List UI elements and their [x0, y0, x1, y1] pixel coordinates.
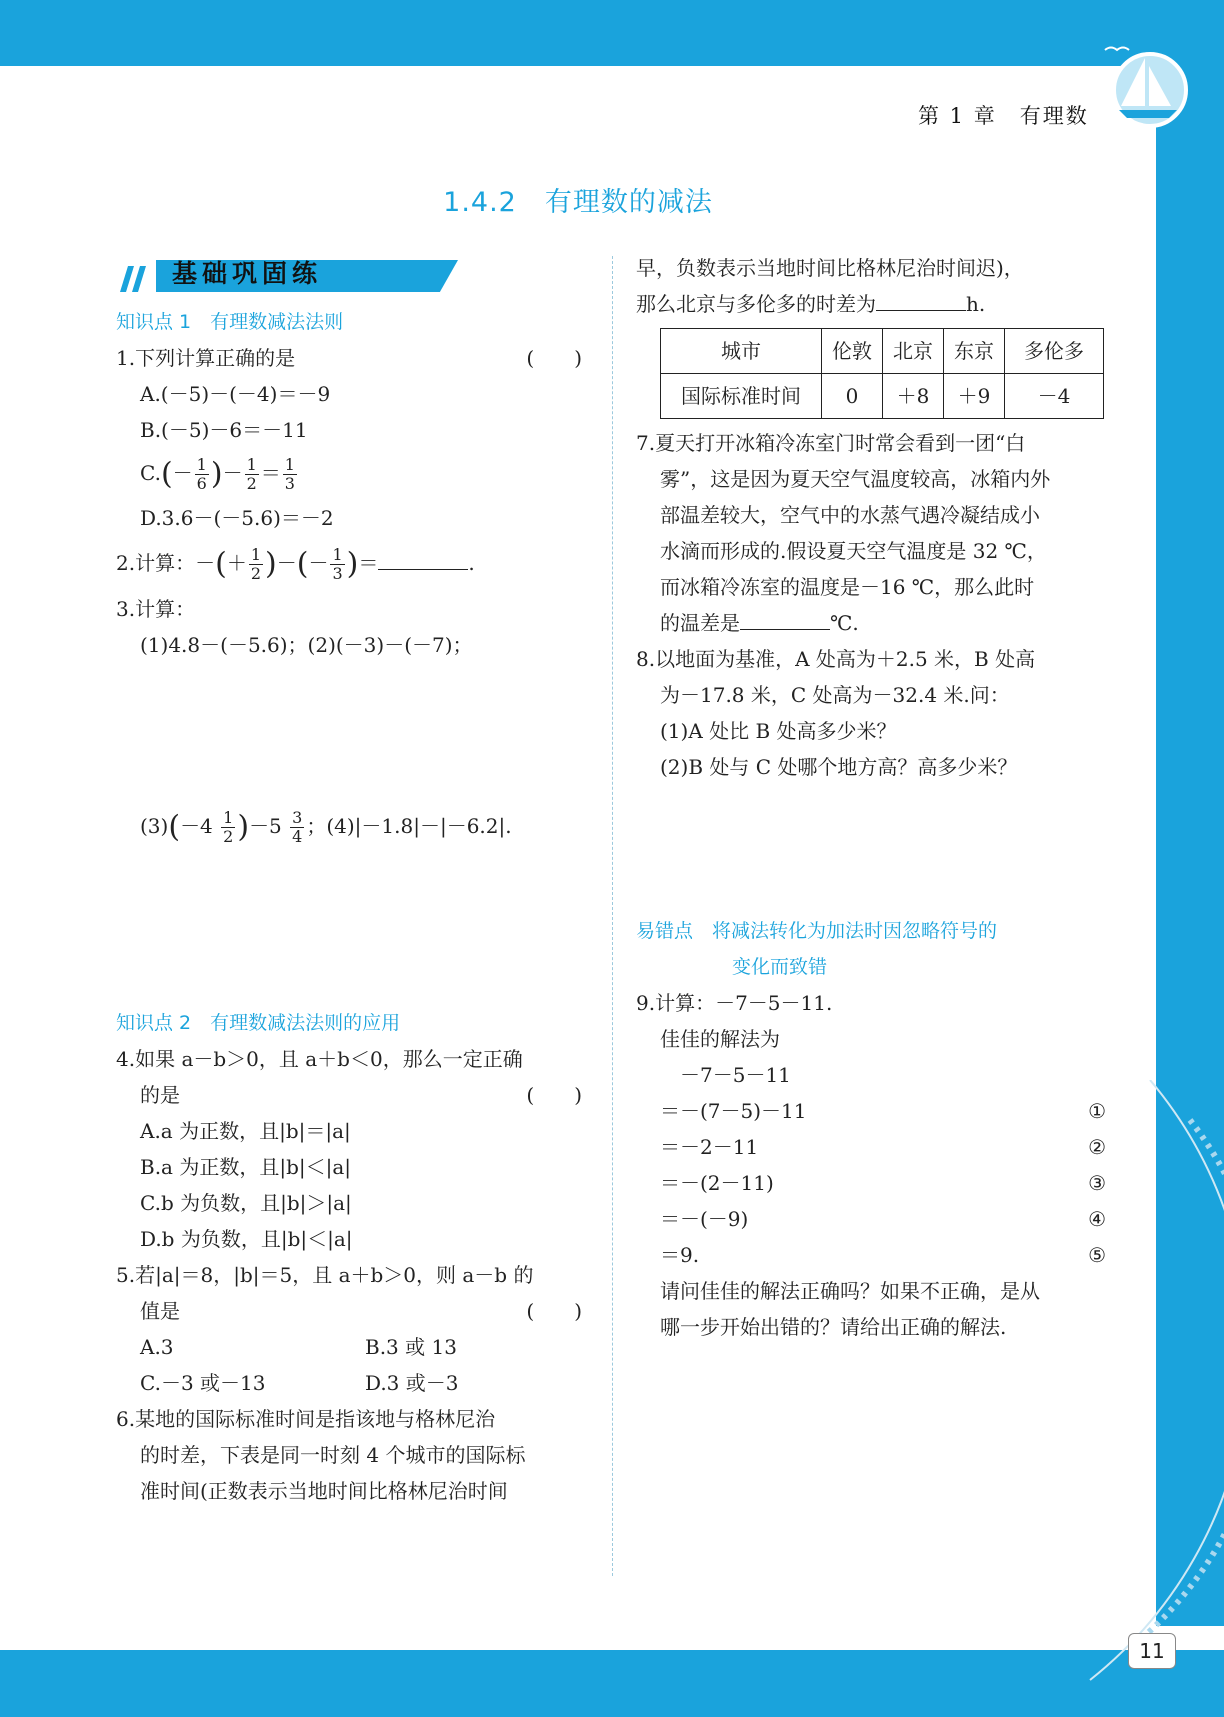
q6-line-5	[636, 286, 1106, 322]
q5-stem-2-text: 值是	[140, 1298, 180, 1323]
q1-stem	[116, 340, 590, 376]
mixed-whole: －4	[180, 814, 213, 838]
q2-answer-blank[interactable]	[378, 547, 468, 570]
numerator: 1	[250, 544, 261, 564]
step-marker: ②	[1088, 1135, 1106, 1159]
table-cell: 东京	[944, 329, 1005, 374]
q8-line-2: 为－17.8 米，C 处高为－32.4 米.问：	[660, 683, 1010, 707]
error-prone-title-1: 易错点 将减法转化为加法时因忽略符号的	[636, 920, 998, 942]
q4-stem-2	[116, 1077, 590, 1113]
error-prone-title	[636, 913, 1106, 985]
q9-step-4	[636, 1201, 1106, 1237]
step-text: ＝－(2－11)	[660, 1171, 774, 1195]
numerator: 3	[292, 808, 303, 827]
q5-answer-paren: ( )	[526, 1298, 582, 1323]
table-cell: 国际标准时间	[661, 374, 822, 419]
q2-prefix: 2.计算：－	[116, 550, 216, 575]
top-color-band	[0, 0, 1224, 66]
denominator: 4	[292, 827, 303, 846]
error-prone-title-2: 变化而致错	[732, 956, 828, 978]
q6-line-3: 准时间(正数表示当地时间比格林尼治时间	[140, 1478, 508, 1503]
fraction	[245, 456, 259, 493]
answer-space	[636, 785, 1106, 913]
step-marker: ⑤	[1088, 1243, 1106, 1267]
denominator: 6	[196, 474, 207, 493]
q8-part-1: (1)A 处比 B 处高多少米？	[660, 719, 897, 743]
q2: 2.计算：－(＋ $\frac{1}{2}$ )－(－ $\frac{1}{3}$ )＝ .	[116, 544, 475, 583]
q8-line-1: 8.以地面为基准，A 处高为＋2.5 米，B 处高	[636, 647, 1036, 671]
q4-option-c: C.b 为负数，且|b|＞|a|	[140, 1190, 352, 1215]
q4-stem-2-text: 的是	[140, 1082, 180, 1107]
q7-line-6-text: 的温差是	[660, 611, 740, 635]
numerator: 1	[196, 455, 207, 474]
column-divider	[612, 256, 613, 1576]
q3-part3-label: (3)	[140, 814, 169, 838]
numerator: 1	[284, 455, 295, 474]
q7-line-1: 7.夏天打开冰箱冷冻室门时常会看到一团“白	[636, 431, 1026, 455]
table-cell: 城市	[661, 329, 822, 374]
fraction	[330, 546, 344, 583]
q9-step-1	[636, 1093, 1106, 1129]
q5-stem-2	[116, 1293, 590, 1329]
fraction	[195, 456, 209, 493]
paren-open: (	[160, 456, 173, 492]
fraction	[290, 809, 304, 846]
numerator: 1	[246, 455, 257, 474]
q3-parts-1-2: (1)4.8－(－5.6)；(2)(－3)－(－7)；	[140, 633, 473, 657]
fraction	[283, 456, 297, 493]
q4-option-d: D.b 为负数，且|b|＜|a|	[140, 1226, 353, 1251]
paren-close: )	[265, 546, 277, 581]
paren-close: )	[237, 809, 250, 845]
q4-answer-paren: ( )	[526, 1082, 582, 1107]
knowledge-point-1: 知识点 1 有理数减法法则	[116, 311, 344, 333]
denominator: 2	[246, 474, 257, 493]
q5-options-row-2	[116, 1365, 590, 1401]
q3-parts-3-4	[116, 799, 590, 855]
paren-open: (	[168, 809, 181, 845]
q6-unit: h.	[966, 292, 986, 316]
q9-intro: 佳佳的解法为	[660, 1027, 780, 1051]
q6-line-5-text: 那么北京与多伦多的时差为	[636, 292, 876, 316]
q5-options-row-1	[116, 1329, 590, 1365]
q7-line-5: 而冰箱冷冻室的温度是－16 ℃，那么此时	[660, 575, 1035, 599]
q1-option-d: D.3.6－(－5.6)＝－2	[140, 505, 334, 530]
q5-option-b: B.3 或 13	[365, 1334, 457, 1359]
step-marker: ④	[1088, 1207, 1106, 1231]
q4-option-a: A.a 为正数，且|b|＝|a|	[140, 1118, 351, 1143]
step-marker: ①	[1088, 1099, 1106, 1123]
q9-question-1: 请问佳佳的解法正确吗？如果不正确，是从	[660, 1279, 1040, 1303]
chapter-header: 第 1 章 有理数	[918, 104, 1089, 128]
fraction	[221, 809, 235, 846]
q6-line-1: 6.某地的国际标准时间是指该地与格林尼治	[116, 1406, 496, 1431]
sailboat-icon	[1095, 40, 1195, 130]
q7-line-3: 部温差较大，空气中的水蒸气遇冷凝结成小	[660, 503, 1040, 527]
step-text: ＝－2－11	[660, 1135, 759, 1159]
q3-part4: ；(4)|－1.8|－|－6.2|.	[306, 814, 512, 838]
q5-stem-1: 5.若|a|＝8，|b|＝5，且 a＋b＞0，则 a－b 的	[116, 1262, 534, 1287]
answer-space	[116, 663, 590, 799]
right-column	[636, 250, 1106, 1345]
banner-text: 基础巩固练	[172, 259, 323, 288]
denominator: 3	[284, 474, 295, 493]
q9-step-5	[636, 1237, 1106, 1273]
fraction	[249, 546, 263, 583]
step-text: ＝－(－9)	[660, 1207, 749, 1231]
q9-question-2: 哪一步开始出错的？请给出正确的解法.	[660, 1315, 1007, 1339]
table-row	[661, 374, 1104, 419]
table-cell: 北京	[883, 329, 944, 374]
table-cell: －4	[1005, 374, 1104, 419]
q6-line-2: 的时差，下表是同一时刻 4 个城市的国际标	[140, 1442, 526, 1467]
stripes-icon	[120, 266, 150, 292]
table-cell: ＋9	[944, 374, 1005, 419]
knowledge-point-2: 知识点 2 有理数减法法则的应用	[116, 1011, 401, 1034]
q9-stem: 9.计算：－7－5－11.	[636, 991, 833, 1015]
q9-step-2	[636, 1129, 1106, 1165]
section-title: 1.4.2 有理数的减法	[443, 187, 713, 218]
timezone-table	[660, 328, 1104, 419]
q5-option-a: A.3	[140, 1334, 174, 1359]
q1-option-a: A.(－5)－(－4)＝－9	[140, 382, 331, 406]
q1-answer-paren: ( )	[526, 346, 582, 370]
q7-line-6	[636, 605, 1106, 641]
q1-stem-text: 1.下列计算正确的是	[116, 346, 296, 370]
numerator: 1	[223, 808, 234, 827]
page-number: 11	[1128, 1633, 1176, 1669]
q3-stem: 3.计算：	[116, 597, 196, 621]
paren-open: (	[215, 546, 227, 581]
denominator: 2	[223, 827, 234, 846]
step-marker: ③	[1088, 1171, 1106, 1195]
q6-line-4: 早，负数表示当地时间比格林尼治时间迟)，	[636, 256, 1024, 280]
table-cell: ＋8	[883, 374, 944, 419]
q1-option-c-label: C.	[140, 461, 161, 485]
section-banner	[116, 256, 590, 296]
q9-step-0: －7－5－11	[660, 1063, 791, 1087]
denominator: 3	[332, 563, 343, 583]
left-column	[116, 256, 590, 1509]
step-text: ＝9.	[660, 1243, 700, 1267]
table-cell: 0	[822, 374, 883, 419]
table-header-row	[661, 329, 1104, 374]
q4-stem-1: 4.如果 a－b＞0，且 a＋b＜0，那么一定正确	[116, 1046, 523, 1071]
paren-close: )	[346, 546, 359, 581]
q4-option-b: B.a 为正数，且|b|＜|a|	[140, 1154, 352, 1179]
q1-option-c: C.(－ $\frac{1}{6}$ )－ $\frac{1}{2}$ ＝ $\frac{1}{3}$	[140, 455, 295, 493]
q9-step-3	[636, 1165, 1106, 1201]
q7-line-4: 水滴而形成的.假设夏天空气温度是 32 ℃，	[660, 539, 1047, 563]
q5-option-c: C.－3 或－13	[140, 1370, 266, 1395]
q7-unit: ℃.	[830, 611, 859, 635]
mixed-whole: －5	[249, 814, 282, 838]
paren-close: )	[210, 456, 223, 492]
denominator: 2	[250, 563, 261, 583]
q1-option-b: B.(－5)－6＝－11	[140, 418, 308, 442]
numerator: 1	[332, 544, 343, 564]
q8-part-2: (2)B 处与 C 处哪个地方高？高多少米？	[660, 755, 1018, 779]
table-cell: 伦敦	[822, 329, 883, 374]
answer-space	[116, 855, 590, 1005]
paren-open: (	[296, 546, 309, 581]
q7-answer-blank[interactable]	[740, 607, 830, 630]
q7-line-2: 雾”，这是因为夏天空气温度较高，冰箱内外	[660, 467, 1051, 491]
step-text: ＝－(7－5)－11	[660, 1099, 807, 1123]
table-cell: 多伦多	[1005, 329, 1104, 374]
q5-option-d: D.3 或－3	[365, 1370, 459, 1395]
q6-answer-blank[interactable]	[876, 288, 966, 311]
